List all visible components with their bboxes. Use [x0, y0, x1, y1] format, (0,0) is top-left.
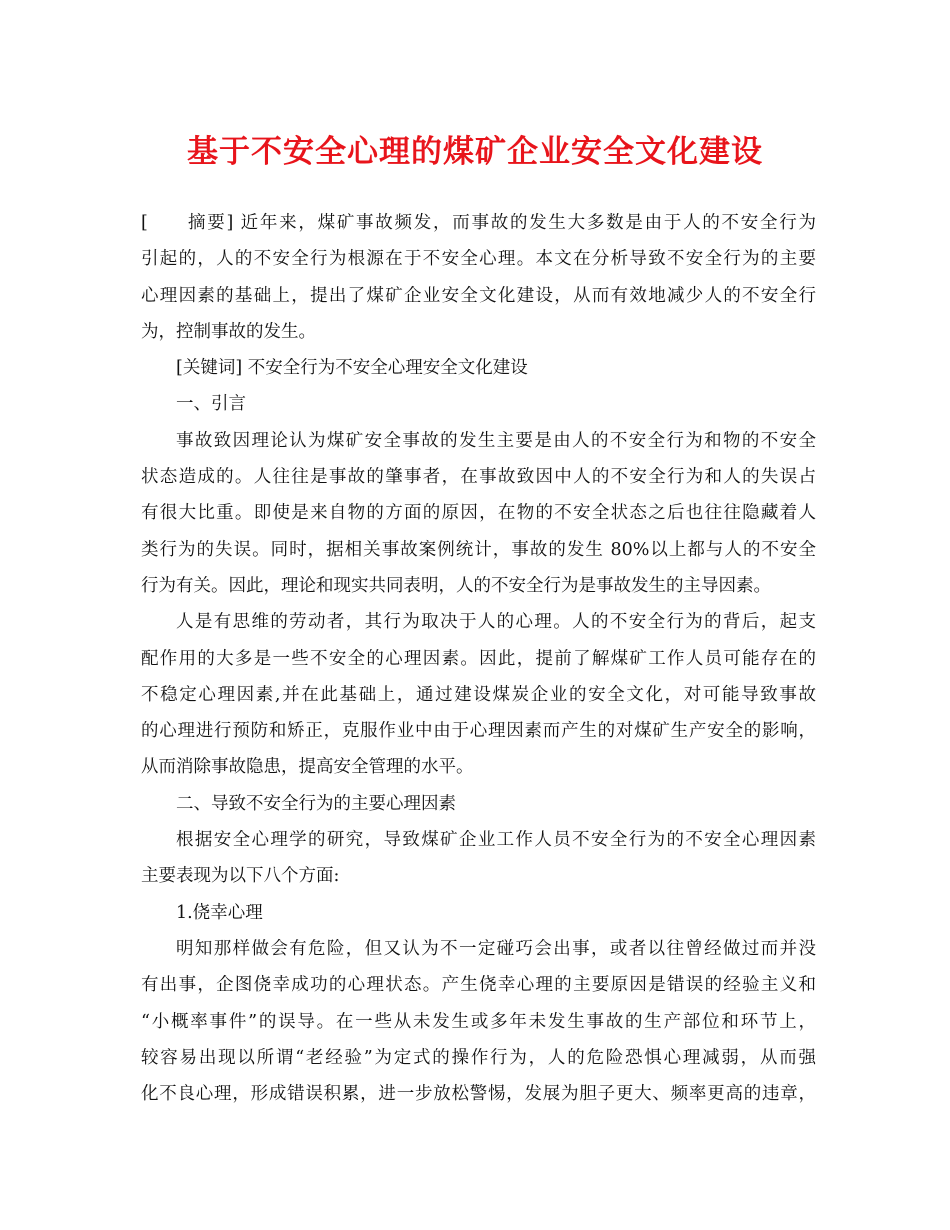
text-line: 的心理进行预防和矫正，克服作业中由于心理因素而产生的对煤矿生产安全的影响， — [141, 721, 816, 742]
text-line: 心理因素的基础上，提出了煤矿企业安全文化建设，从而有效地减少人的不安全行 — [141, 285, 816, 306]
text-line: 明知那样做会有危险，但又认为不一定碰巧会出事，或者以往曾经做过而并没 — [176, 938, 816, 959]
text-line: 配作用的大多是一些不安全的心理因素。因此，提前了解煤矿工作人员可能存在的 — [141, 648, 816, 669]
text-line: 不稳定心理因素,并在此基础上，通过建设煤炭企业的安全文化，对可能导致事故 — [141, 684, 816, 705]
text-line: 有出事，企图侥幸成功的心理状态。产生侥幸心理的主要原因是错误的经验主义和 — [141, 975, 816, 996]
document-body — [141, 205, 816, 1112]
text-line: 行为有关。因此，理论和现实共同表明，人的不安全行为是事故发生的主导因素。 — [141, 575, 771, 596]
text-line: “小概率事件”的误导。在一些从未发生或多年未发生事故的生产部位和环节上， — [141, 1011, 816, 1032]
text-line: 化不良心理，形成错误积累，进一步放松警惕，发展为胆子更大、频率更高的违章， — [141, 1084, 816, 1105]
text-line: 根据安全心理学的研究，导致煤矿企业工作人员不安全行为的不安全心理因素 — [176, 830, 816, 851]
text-line: 事故致因理论认为煤矿安全事故的发生主要是由人的不安全行为和物的不安全 — [176, 430, 816, 451]
text-line: [ 摘要] 近年来，煤矿事故频发，而事故的发生大多数是由于人的不安全行为 — [141, 213, 816, 233]
text-line: [关键词] 不安全行为不安全心理安全文化建设 — [176, 358, 528, 379]
text-line: 较容易出现以所谓“老经验”为定式的操作行为，人的危险恐惧心理减弱，从而强 — [141, 1047, 816, 1068]
document-title: 基于不安全心理的煤矿企业安全文化建设 — [187, 134, 763, 170]
text-line: 引起的，人的不安全行为根源在于不安全心理。本文在分析导致不安全行为的主要 — [141, 249, 816, 270]
text-line: 为，控制事故的发生。 — [141, 321, 316, 342]
text-line: 二、导致不安全行为的主要心理因素 — [176, 793, 456, 814]
text-line: 状态造成的。人往往是事故的肇事者，在事故致因中人的不安全行为和人的失误占 — [141, 467, 816, 488]
text-line: 1.侥幸心理 — [176, 902, 263, 923]
text-line: 人是有思维的劳动者，其行为取决于人的心理。人的不安全行为的背后，起支 — [176, 612, 816, 633]
text-line: 从而消除事故隐患，提高安全管理的水平。 — [141, 757, 474, 778]
text-line: 主要表现为以下八个方面: — [141, 866, 340, 887]
text-line: 一、引言 — [176, 394, 246, 415]
text-line: 类行为的失误。同时，据相关事故案例统计，事故的发生 80%以上都与人的不安全 — [141, 539, 816, 560]
text-line: 有很大比重。即使是来自物的方面的原因，在物的不安全状态之后也往往隐藏着人 — [141, 503, 816, 524]
